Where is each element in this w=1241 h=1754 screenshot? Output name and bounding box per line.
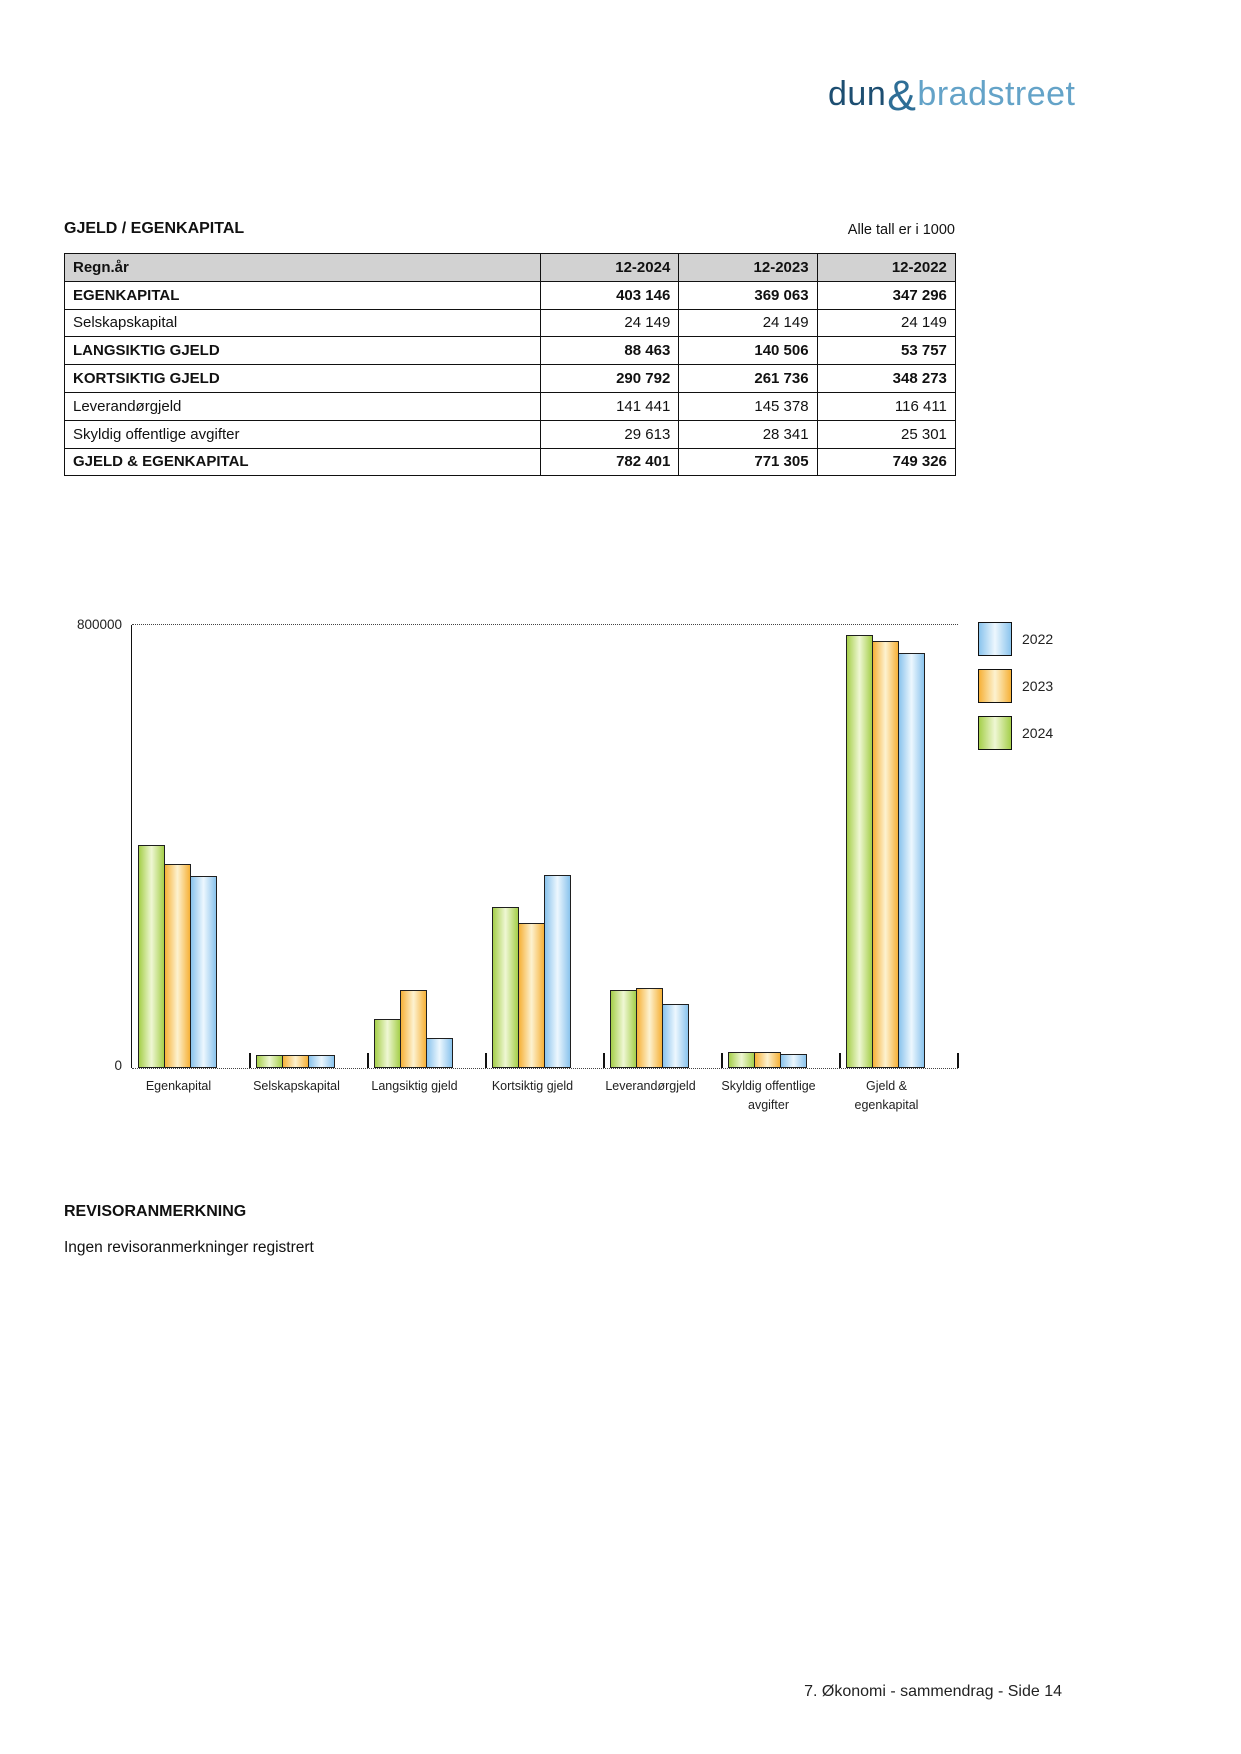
legend-swatch-2022 [978, 622, 1012, 656]
page-footer: 7. Økonomi - sammendrag - Side 14 [804, 1683, 1062, 1700]
bar-2023 [282, 1055, 309, 1068]
legend-label: 2024 [1022, 725, 1054, 741]
section-header [64, 220, 955, 238]
value-cell: 141 441 [541, 392, 679, 420]
bar-2022 [308, 1055, 335, 1068]
bar-group [138, 845, 215, 1068]
value-cell: 348 273 [817, 365, 955, 393]
legend-swatch-2023 [978, 669, 1012, 703]
category-separator-tick [839, 1053, 841, 1068]
logo-text-dun: dun [828, 75, 887, 113]
y-axis-zero-label: 0 [114, 1058, 122, 1073]
header-cell-year: 12-2024 [541, 254, 679, 282]
row-label-cell: EGENKAPITAL [65, 281, 541, 309]
value-cell: 88 463 [541, 337, 679, 365]
value-cell: 24 149 [817, 309, 955, 337]
x-axis-category-label-line: Leverandørgjeld [605, 1079, 696, 1093]
x-axis-category-label-line: Langsiktig gjeld [371, 1079, 458, 1093]
header-cell-year: 12-2022 [817, 254, 955, 282]
bar-group [256, 1055, 333, 1068]
value-cell: 116 411 [817, 392, 955, 420]
table-row [65, 337, 956, 365]
x-axis-category-label-line: Selskapskapital [253, 1079, 340, 1093]
bar-2024 [846, 635, 873, 1068]
bar-group [846, 635, 923, 1068]
x-axis-category-label-line: egenkapital [854, 1098, 919, 1112]
x-axis-category-label [812, 1077, 962, 1115]
category-separator-tick [367, 1053, 369, 1068]
category-separator-tick [603, 1053, 605, 1068]
section-title: GJELD / EGENKAPITAL [64, 220, 245, 237]
chart-legend [978, 622, 1053, 763]
legend-swatch-2024 [978, 716, 1012, 750]
financial-table-body [65, 281, 956, 476]
category-separator-tick [249, 1053, 251, 1068]
value-cell: 140 506 [679, 337, 817, 365]
financial-table [64, 253, 956, 476]
row-label-cell: Selskapskapital [65, 309, 541, 337]
bar-group [492, 875, 569, 1068]
gridline-800000 [132, 624, 958, 625]
bar-2023 [518, 923, 545, 1068]
header-cell-label: Regn.år [65, 254, 541, 282]
value-cell: 53 757 [817, 337, 955, 365]
bar-2023 [164, 864, 191, 1068]
revisor-text: Ingen revisoranmerkninger registrert [64, 1239, 314, 1256]
bar-2024 [492, 907, 519, 1068]
bar-group [374, 990, 451, 1068]
table-row [65, 365, 956, 393]
x-axis-category-label-line: Kortsiktig gjeld [491, 1079, 574, 1093]
table-row [65, 420, 956, 448]
bar-group [610, 988, 687, 1069]
value-cell: 290 792 [541, 365, 679, 393]
bar-2023 [872, 641, 899, 1068]
value-cell: 145 378 [679, 392, 817, 420]
value-cell: 24 149 [541, 309, 679, 337]
category-separator-tick [485, 1053, 487, 1068]
dun-bradstreet-logo [828, 72, 1076, 121]
x-axis-category-label-line: Skyldig offentlige [721, 1079, 816, 1093]
table-row [65, 281, 956, 309]
value-cell: 782 401 [541, 448, 679, 476]
x-axis-category-label-line: Gjeld & [866, 1079, 907, 1093]
value-cell: 403 146 [541, 281, 679, 309]
value-cell: 347 296 [817, 281, 955, 309]
legend-item [978, 622, 1053, 656]
legend-item [978, 669, 1053, 703]
bar-2024 [138, 845, 165, 1068]
value-cell: 261 736 [679, 365, 817, 393]
x-axis-category-label-line: avgifter [748, 1098, 789, 1112]
table-row [65, 448, 956, 476]
units-note: Alle tall er i 1000 [847, 222, 955, 238]
bar-group [728, 1052, 805, 1068]
value-cell: 771 305 [679, 448, 817, 476]
bar-2022 [544, 875, 571, 1068]
table-row [65, 392, 956, 420]
value-cell: 749 326 [817, 448, 955, 476]
bar-2023 [754, 1052, 781, 1068]
value-cell: 25 301 [817, 420, 955, 448]
bar-2024 [256, 1055, 283, 1068]
legend-item [978, 716, 1053, 750]
revisor-heading: REVISORANMERKNING [64, 1203, 247, 1220]
bar-2023 [636, 988, 663, 1069]
x-axis-category-label-line: Egenkapital [145, 1079, 212, 1093]
value-cell: 369 063 [679, 281, 817, 309]
bar-2024 [610, 990, 637, 1068]
row-label-cell: LANGSIKTIG GJELD [65, 337, 541, 365]
y-axis-max-label: 800000 [76, 617, 122, 632]
x-axis-line [132, 1068, 958, 1069]
row-label-cell: Leverandørgjeld [65, 392, 541, 420]
bar-2024 [374, 1019, 401, 1068]
bar-2022 [898, 653, 925, 1068]
logo-ampersand-icon: & [887, 72, 917, 120]
category-separator-tick [721, 1053, 723, 1068]
legend-label: 2023 [1022, 678, 1054, 694]
bar-2023 [400, 990, 427, 1068]
category-separator-tick [957, 1053, 959, 1068]
bar-2022 [426, 1038, 453, 1068]
bar-2024 [728, 1052, 755, 1068]
logo-text-bradstreet: bradstreet [917, 75, 1076, 113]
table-row [65, 309, 956, 337]
bar-2022 [662, 1004, 689, 1068]
row-label-cell: Skyldig offentlige avgifter [65, 420, 541, 448]
header-cell-year: 12-2023 [679, 254, 817, 282]
chart-plot [131, 625, 958, 1112]
row-label-cell: GJELD & EGENKAPITAL [65, 448, 541, 476]
table-header-row [65, 254, 956, 282]
row-label-cell: KORTSIKTIG GJELD [65, 365, 541, 393]
bar-2022 [190, 876, 217, 1068]
legend-label: 2022 [1022, 631, 1054, 647]
value-cell: 28 341 [679, 420, 817, 448]
value-cell: 29 613 [541, 420, 679, 448]
bar-2022 [780, 1054, 807, 1068]
value-cell: 24 149 [679, 309, 817, 337]
